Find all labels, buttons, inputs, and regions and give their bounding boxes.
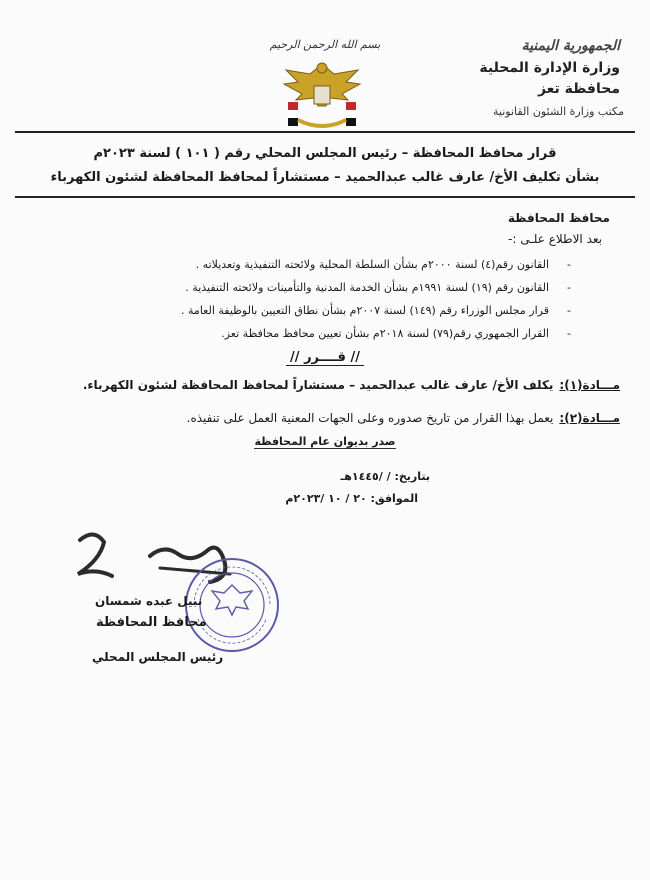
references-list [181,253,571,345]
article-text: يعمل بهذا القرار من تاريخ صدوره وعلى الجهات المعنية العمل على تنفيذه. [186,411,554,425]
issued-text: صدر بديوان عام المحافظة [254,435,396,448]
decree-subject: بشأن تكليف الأخ/ عارف غالب عبدالحميد – مستشاراً لمحافظ المحافظة لشئون الكهرباء [50,170,600,185]
decided-text: // قــــرر // [286,350,364,366]
signatory-title: محافظ المحافظة [96,615,207,630]
basmala-text: بسم الله الرحمن الرحيم [269,38,381,51]
list-item: - قرار مجلس الوزراء رقم (١٤٩) لسنة ٢٠٠٧م بشأن نطاق التعيين بالوظيفة العامة . [181,304,571,317]
decided-heading [0,350,650,365]
reference-text: القانون رقم (١٩) لسنة ١٩٩١م بشأن الخدمة المدنية والتأمينات ولائحته التنفيذية . [185,281,549,294]
bottom-divider [15,196,635,198]
article-2 [187,411,620,425]
date-hijri: بتاريخ: / /١٤٤٥هـ [340,470,430,483]
reference-text: القانون رقم(٤) لسنة ٢٠٠٠م بشأن السلطة المحلية ولائحته التنفيذية وتعديلاته . [195,258,549,271]
article-1 [83,378,620,392]
list-item: - القانون رقم(٤) لسنة ٢٠٠٠م بشأن السلطة المحلية ولائحته التنفيذية وتعديلاته . [195,258,571,271]
reference-text: قرار مجلس الوزراء رقم (١٤٩) لسنة ٢٠٠٧م بشأن نطاق التعيين بالوظيفة العامة . [181,304,549,317]
governorate-name: محافظة تعز [537,81,620,97]
signatory-title-2: رئيس المجلس المحلي [92,650,224,664]
governor-label: محافظ المحافظة [507,211,610,225]
issued-at [0,435,650,448]
signatory-name: نبيل عبده شمسان [95,594,203,608]
reference-text: القرار الجمهوري رقم(٧٩) لسنة ٢٠١٨م بشأن تعيين محافظ محافظة تعز. [221,327,549,340]
office-name: مكتب وزارة الشئون القانونية [493,105,624,118]
after-review-label: بعد الاطلاع علـى :- [508,232,602,246]
article-text: يكلف الأخ/ عارف غالب عبدالحميد – مستشاراً لمحافظ المحافظة لشئون الكهرباء. [82,378,554,392]
article-label: مـــادة(١): [559,378,620,392]
date-gregorian: الموافق: ٢٠ / ١٠ /٢٠٢٣م [285,492,418,505]
list-item: - القانون رقم (١٩) لسنة ١٩٩١م بشأن الخدمة المدنية والتأمينات ولائحته التنفيذية . [185,281,571,294]
top-divider [15,131,635,133]
article-label: مـــادة(٢): [559,411,620,425]
yemen-eagle-emblem-icon [280,56,364,134]
list-item: - القرار الجمهوري رقم(٧٩) لسنة ٢٠١٨م بشأن تعيين محافظ محافظة تعز. [221,327,571,340]
ministry-name: وزارة الإدارة المحلية [479,60,620,76]
republic-name: الجمهورية اليمنية [521,38,620,54]
decree-title: قرار محافظ المحافظة – رئيس المجلس المحلي رقم ( ١٠١ ) لسنة ٢٠٢٣م [93,146,557,161]
